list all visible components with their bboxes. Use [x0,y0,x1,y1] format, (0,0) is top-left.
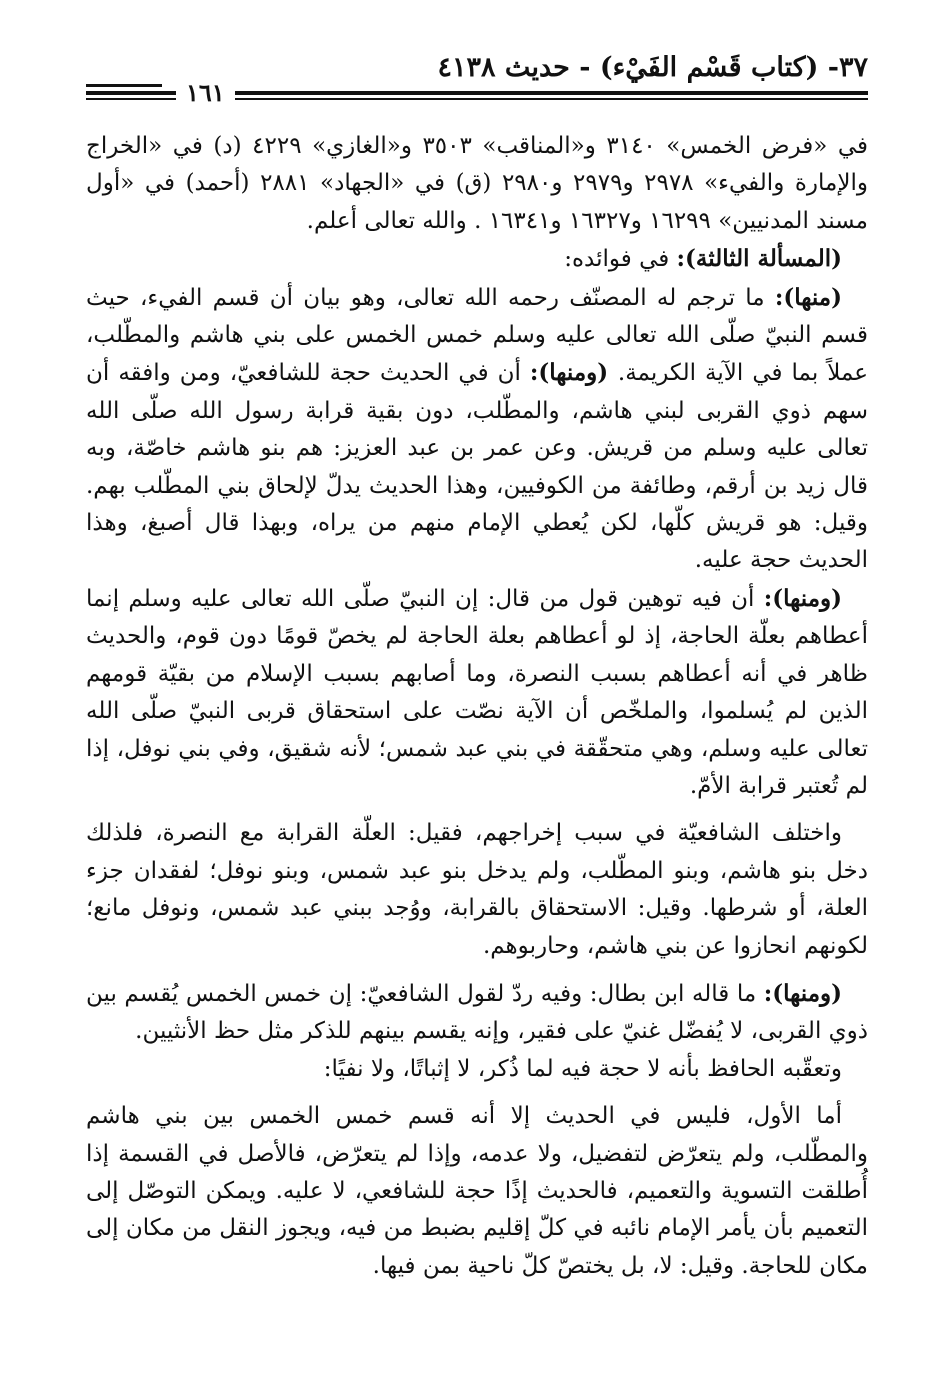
benefit-label: (ومنها): [763,584,842,612]
paragraph-first-point: أما الأول، فليس في الحديث إلا أنه قسم خمس الخمس بين بني هاشم والمطّلب، ولم يتعرّض لتفضيل، ولا عدمه، وإذا لم يتعرّض، فالأصل في القسمة إذا أُطلقت التسوية والتعميم، فالحديث إذًا حجة للشافعي، لا عليه. ويمكن التوصّل إلى التعميم بأن يأمر الإمام نائبه في كلّ إقليم بضبط من فيه، ويجوز النقل من مكان إلى مكان للحاجة. وقيل: لا، بل يختصّ كلّ ناحية بمن فيها. [86,1103,868,1279]
section-heading-text: في فوائده: [564,246,677,273]
page-number: ١٦١ [176,78,235,107]
benefit-label: (ومنها): [763,979,842,1007]
paragraph-citations: في «فرض الخمس» ٣١٤٠ و«المناقب» ٣٥٠٣ و«الغازي» ٤٢٢٩ (د) في «الخراج والإمارة والفيء» ٢٩٧٨ و٢٩٧٩ و٢٩٨٠ (ق) في «الجهاد» ٢٨٨١ (أحمد) في «أول مسند المدنيين» ١٦٢٩٩ و١٦٣٢٧ و١٦٣٤١ . والله تعالى أعلم. [86,133,868,234]
benefit-text: أن فيه توهين قول من قال: إن النبيّ صلّى الله تعالى عليه وسلم إنما أعطاهم بعلّة الحاجة، إذ لو أعطاهم بعلة الحاجة لم يخصّ قومًا دون قوم، والحديث ظاهر في أنه أعطاهم بسبب النصرة، وما أصابهم بسبب الإسلام من بقيّة قومهم الذين لم يُسلموا، والملخّص أن الآية نصّت على استحقاق قربى النبيّ صلّى الله تعالى عليه وسلم، وهي متحقّقة في بني عبد شمس؛ لأنه شقيق، وفي بني نوفل، إذا لم تُعتبر قرابة الأمّ. [86,585,868,799]
body-text [86,128,868,1285]
paragraph-benefit-1 [86,279,868,580]
section-heading-label: (المسألة الثالثة): [676,245,842,273]
page-header [86,38,868,110]
benefit-text: ما قاله ابن بطال: وفيه ردّ لقول الشافعيّ: إن خمس الخمس يُقسم بين ذوي القربى، لا يُفضّل غنيّ على فقير، وإنه يقسم بينهم للذكر مثل حظ الأنثيين. [86,980,868,1045]
benefit-label: (منها): [774,283,842,311]
paragraph-benefit-2 [86,580,868,805]
running-head: ٣٧- (كتاب قَسْم الفَيْء) - حديث ٤١٣٨ [437,52,868,83]
paragraph-hafiz-response: وتعقّبه الحافظ بأنه لا حجة فيه لما ذُكر، لا إثباتًا، ولا نفيًا: [323,1055,842,1082]
paragraph-benefit-3 [86,975,868,1051]
benefit-text: أن في الحديث حجة للشافعيّ، ومن وافقه أن سهم ذوي القربى لبني هاشم، والمطّلب، دون بقية قرابة رسول الله صلّى الله تعالى عليه وسلم من قريش. وعن عمر بن عبد العزيز: هم بنو هاشم خاصّة، وبه قال زيد بن أرقم، وطائفة من الكوفيين، وهذا الحديث يدلّ لإلحاق بني المطّلب بهم. وقيل: هو قريش كلّها، لكن يُعطي الإمام منهم من يراه، وبهذا قال أصبغ، وهذا الحديث حجة عليه. [86,360,868,574]
paragraph-section-heading [86,240,868,278]
benefit-text: ما ترجم له المصنّف رحمه الله تعالى، وهو بيان أن قسم الفيء، حيث قسم النبيّ صلّى الله تعالى عليه وسلم خمس الخمس على بني هاشم والمطّلب، عملاً بما في الآية الكريمة. [86,284,869,387]
header-rule-short [86,84,162,87]
benefit-label: (ومنها): [529,359,618,387]
paragraph-shafii-disagreement: واختلف الشافعيّة في سبب إخراجهم، فقيل: العلّة القرابة مع النصرة، فلذلك دخل بنو هاشم، وبنو المطّلب، ولم يدخل بنو عبد شمس، وبنو نوفل؛ لفقدان جزء العلة، أو شرطها. وقيل: الاستحقاق بالقرابة، ووُجد ببني عبد شمس، ونوفل مانع؛ لكونهم انحازوا عن بني هاشم، وحاربوهم. [86,820,868,959]
